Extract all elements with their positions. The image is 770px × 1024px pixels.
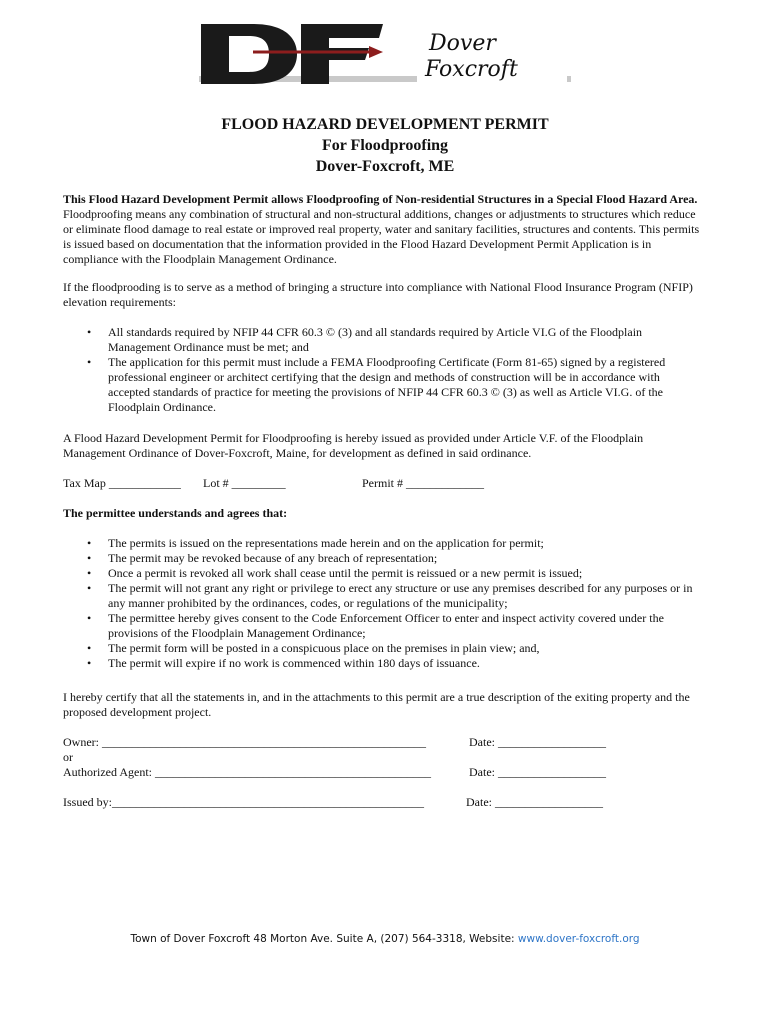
agent-signature-line[interactable]: Authorized Agent: ______________________________________________ bbox=[63, 765, 431, 779]
certification-text: I hereby certify that all the statements in, and in the attachments to this permit are a true description of the exiting property and the proposed development project. bbox=[63, 690, 690, 719]
tax-map-field[interactable]: Tax Map ____________ bbox=[63, 476, 181, 490]
title-line-1: FLOOD HAZARD DEVELOPMENT PERMIT bbox=[221, 116, 549, 133]
intro-text: Floodproofing means any combination of structural and non-structural additions, changes or adjustments to structures which reduce or eliminate flood damage to real estate or improved real property, water and sanitary facilities, structures and contents. This permits is issued based on documentation that the information provided in the Flood Hazard Development Permit Application is in compliance with the Floodplain Management Ordinance. bbox=[63, 207, 700, 266]
document-title bbox=[0, 114, 770, 177]
list-item: • The permit form will be posted in a conspicuous place on the premises in plain view; and, bbox=[63, 641, 703, 656]
list-item: • The permit will not grant any right or privilege to erect any structure or use any premises described for any purposes or in any manner prohibited by the ordinances, codes, or regulations of the municipality; bbox=[63, 581, 703, 611]
logo-line1: Dover bbox=[429, 31, 496, 56]
list-item: • Once a permit is revoked all work shall cease until the permit is reissued or a new permit is issued; bbox=[63, 566, 703, 581]
intro-bold-text: This Flood Hazard Development Permit allows Floodproofing of Non-residential Structures in a Special Flood Hazard Area. bbox=[63, 192, 698, 206]
requirements-list bbox=[63, 325, 703, 415]
page-footer bbox=[0, 933, 770, 945]
agreement-heading: The permittee understands and agrees that: bbox=[63, 506, 288, 520]
issue-statement bbox=[63, 431, 703, 461]
purpose-text: If the floodprooding is to serve as a method of bringing a structure into compliance with National Flood Insurance Program (NFIP) elevation requirements: bbox=[63, 280, 693, 309]
website-link[interactable]: www.dover-foxcroft.org bbox=[517, 933, 640, 945]
agent-date-line[interactable]: Date: __________________ bbox=[469, 765, 606, 779]
dover-foxcroft-logo bbox=[193, 18, 577, 90]
title-line-3: Dover-Foxcroft, ME bbox=[315, 158, 455, 175]
title-line-2: For Floodproofing bbox=[321, 137, 449, 154]
logo-graphic bbox=[193, 18, 577, 90]
certification-paragraph bbox=[63, 690, 703, 720]
intro-paragraph bbox=[63, 192, 703, 267]
lot-field[interactable]: Lot # _________ bbox=[203, 476, 286, 490]
footer-address: Town of Dover Foxcroft 48 Morton Ave. Suite A, (207) 564-3318, Website: bbox=[130, 933, 518, 945]
issued-date-line[interactable]: Date: __________________ bbox=[466, 795, 603, 809]
owner-date-line[interactable]: Date: __________________ bbox=[469, 735, 606, 749]
or-label: or bbox=[63, 750, 73, 764]
list-item: • All standards required by NFIP 44 CFR 60.3 © (3) and all standards required by Article VI.G of the Floodplain Management Ordinance must be met; and bbox=[63, 325, 703, 355]
list-item: • The application for this permit must include a FEMA Floodproofing Certificate (Form 81-65) signed by a registered professional engineer or architect certifying that the design and methods of construction will be in accordance with accepted standards of practice for meeting the provisions of NFIP 44 CFR 60.3 © (3) as well as Article VI.G. of the Floodplain Ordinance. bbox=[63, 355, 703, 415]
owner-signature-line[interactable]: Owner: ______________________________________________________ bbox=[63, 735, 426, 749]
permit-number-field[interactable]: Permit # _____________ bbox=[362, 476, 484, 490]
logo-line2: Foxcroft bbox=[425, 57, 518, 82]
agreement-list bbox=[63, 536, 703, 671]
list-item: • The permit may be revoked because of any breach of representation; bbox=[63, 551, 703, 566]
issue-statement-text: A Flood Hazard Development Permit for Floodproofing is hereby issued as provided under Article V.F. of the Floodplain Management Ordinance of Dover-Foxcroft, Maine, for development as defined in said ordinance. bbox=[63, 431, 644, 460]
list-item: • The permits is issued on the representations made herein and on the application for permit; bbox=[63, 536, 703, 551]
list-item: • The permit will expire if no work is commenced within 180 days of issuance. bbox=[63, 656, 703, 671]
list-item: • The permittee hereby gives consent to the Code Enforcement Officer to enter and inspect activity covered under the provisions of the Floodplain Management Ordinance; bbox=[63, 611, 703, 641]
purpose-paragraph bbox=[63, 280, 703, 310]
issued-by-line[interactable]: Issued by:____________________________________________________ bbox=[63, 795, 424, 809]
